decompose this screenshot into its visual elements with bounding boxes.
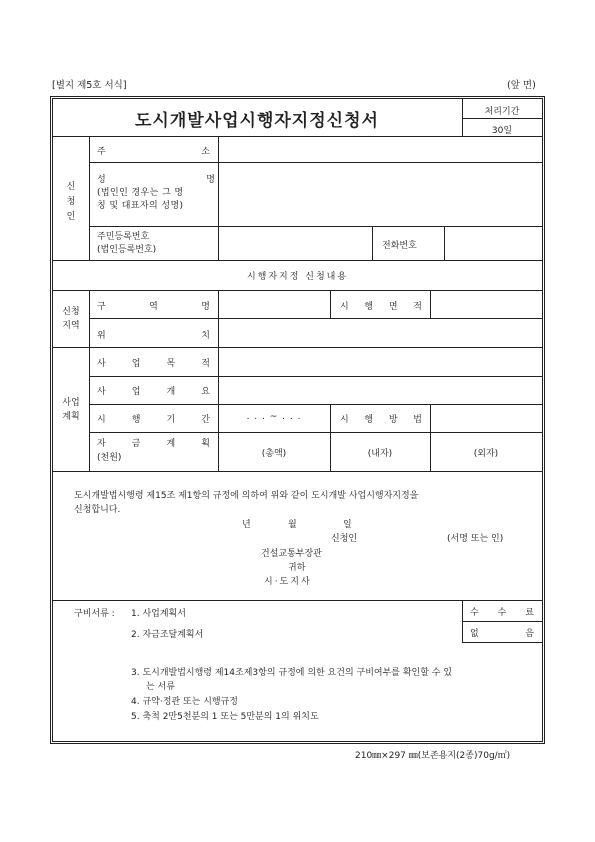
recipient-minister: 건설교통부장관	[261, 549, 322, 559]
period-label: 시 행 기 간	[97, 415, 210, 425]
required-doc-item: 5. 축척 2만5천분의 1 또는 5만분의 1의 위치도	[131, 712, 319, 722]
declaration-text-line2: 신청합니다.	[74, 505, 121, 515]
application-content-header: 시행자지정 신청내용	[246, 272, 349, 282]
applicant-sign-label: 신청인	[331, 534, 358, 544]
required-doc-item: 2. 자금조달계획서	[131, 630, 204, 640]
period-value: . . . ~ . . .	[246, 412, 302, 422]
form-number: [별지 제5호 서식]	[52, 80, 127, 91]
fee-value: 없 음	[470, 629, 534, 639]
exec-area-label: 시 행 면 적	[340, 302, 422, 312]
fee-label: 수 수 료	[470, 608, 534, 618]
required-doc-item: 는 서류	[146, 682, 175, 692]
registration-number-label: 주민등록번호 (법인등록번호)	[97, 232, 157, 255]
fund-plan-label: 자 금 계 획 (천원)	[97, 439, 210, 463]
required-doc-item: 4. 규약·정관 또는 시행규정	[131, 697, 238, 707]
name-label: 성 명 (법인인 경우는 그 명 칭 및 대표자의 성명)	[97, 175, 215, 211]
plan-section-label: 사업 계획	[62, 398, 80, 422]
recipient-honorific: 귀하	[288, 563, 306, 573]
paper-spec: 210㎜×297 ㎜(보존용지(2종)70g/㎡)	[355, 751, 511, 761]
page-side: (앞 면)	[507, 80, 536, 91]
fund-external-label: (외자)	[473, 449, 499, 459]
declaration-text-line1: 도시개발법시행령 제15조 제1항의 규정에 의하여 위와 같이 도시개발 사업시행자지정을	[74, 491, 419, 501]
applicant-section-label: 신 청 인	[66, 182, 76, 222]
overview-label: 사 업 개 요	[97, 387, 210, 397]
date-day: 일	[343, 520, 352, 530]
processing-period-value: 30일	[491, 126, 513, 136]
address-label: 주 소	[97, 147, 210, 157]
date-month: 월	[288, 520, 297, 530]
purpose-label: 사 업 목 적	[97, 359, 210, 369]
method-label: 시 행 방 법	[340, 415, 422, 425]
date-year: 년	[242, 520, 251, 530]
signature-or-seal: (서명 또는 인)	[447, 534, 504, 544]
required-docs-label: 구비서류 :	[74, 609, 115, 619]
required-doc-item: 1. 사업계획서	[131, 609, 186, 619]
area-section-label: 신청 지역	[62, 307, 80, 331]
processing-period-label: 처리기간	[484, 107, 520, 117]
location-label: 위 치	[97, 331, 210, 341]
required-doc-item: 3. 도시개발법시행령 제14조제3항의 규정에 의한 요건의 구비여부를 확인할 수 있	[131, 668, 453, 678]
phone-label: 전화번호	[382, 241, 417, 251]
fund-internal-label: (내자)	[367, 449, 393, 459]
recipient-governor: 시·도지사	[264, 577, 312, 587]
zone-name-label: 구 역 명	[97, 302, 210, 312]
form-title: 도시개발사업시행자지정신청서	[135, 111, 379, 131]
fund-total-label: (총액)	[261, 449, 287, 459]
